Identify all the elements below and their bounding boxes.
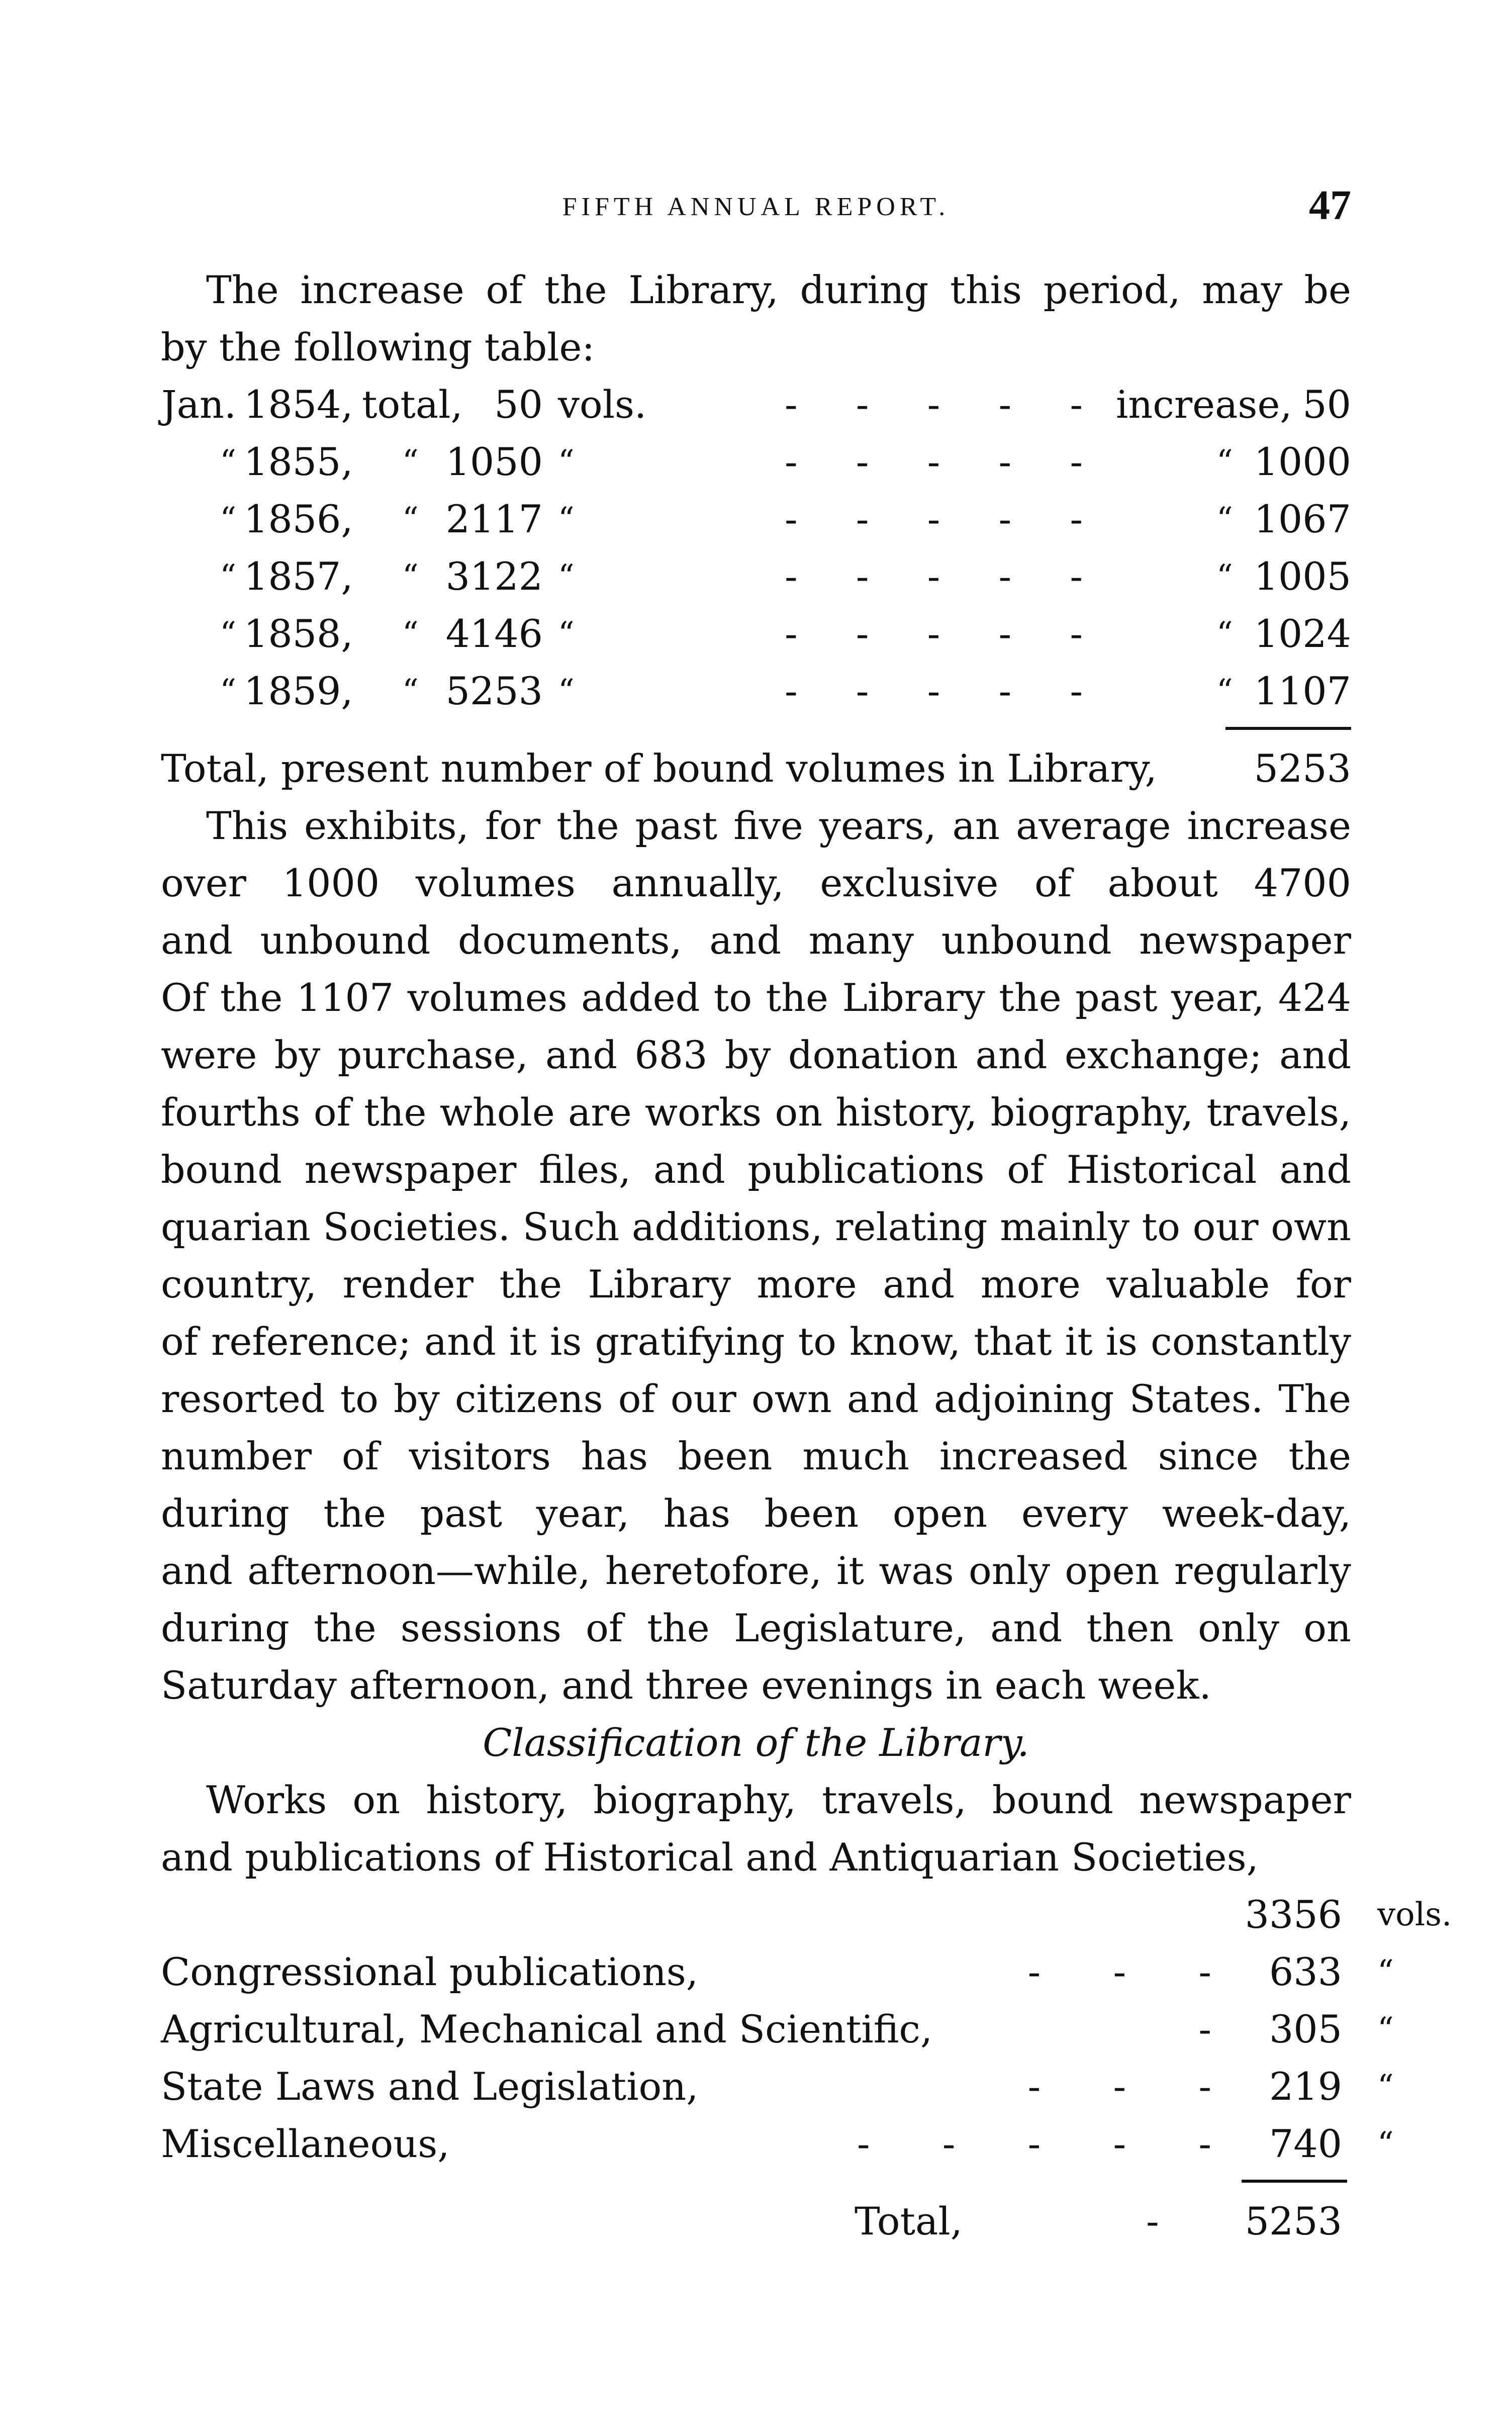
sum-rule-wrap xyxy=(161,2173,1351,2193)
leader-dashes: - - - - - xyxy=(784,497,1106,541)
leader-dashes: - - - - - xyxy=(784,554,1106,599)
classification-total-row xyxy=(161,2193,1351,2250)
increase-cell: 50 xyxy=(1302,382,1351,427)
month-cell: “ xyxy=(220,558,236,595)
ditto-mark: “ xyxy=(558,558,575,595)
ditto-mark: “ xyxy=(558,443,575,481)
paragraph-line: were by purchase, and 683 by donation and exchange; and xyxy=(161,1033,1351,1077)
page-number: 47 xyxy=(1309,182,1351,229)
running-title: FIFTH ANNUAL REPORT. xyxy=(562,193,950,221)
month-cell: Jan. xyxy=(161,382,236,427)
total-label: total, xyxy=(362,382,463,427)
increase-cell: 1067 xyxy=(1254,497,1351,541)
paragraph-line: bound newspaper files, and publications of Historical and xyxy=(161,1147,1351,1192)
intro-line: The increase of the Library, during this period, may be xyxy=(206,267,1351,312)
classification-total-label: Total, xyxy=(855,2199,963,2244)
classification-unit: “ xyxy=(1377,1953,1394,1991)
sum-rule xyxy=(1242,2180,1347,2183)
table-row xyxy=(161,605,1351,663)
table-row xyxy=(161,663,1351,720)
paragraph-line: resorted to by citizens of our own and adjoining States. The xyxy=(161,1376,1351,1421)
leader-dashes: - xyxy=(1198,2007,1242,2051)
classification-unit: “ xyxy=(1377,2125,1394,2163)
ditto-mark: “ xyxy=(1216,558,1233,595)
paragraph-line: number of visitors has been much increased since the xyxy=(161,1434,1351,1478)
ditto-mark: “ xyxy=(402,501,419,538)
table-row xyxy=(161,433,1351,491)
paragraph-line: This exhibits, for the past five years, an average increase xyxy=(206,803,1351,848)
table-row xyxy=(161,548,1351,605)
year-cell: 1859, xyxy=(244,669,353,713)
increase-cell: 1024 xyxy=(1254,611,1351,656)
ditto-mark: “ xyxy=(402,673,419,710)
paragraph-line: and afternoon—while, heretofore, it was only open regularly xyxy=(161,1548,1351,1593)
ditto-mark: “ xyxy=(1216,673,1233,710)
leader-dashes: - - - - - xyxy=(784,382,1106,427)
leader-dashes: - - - xyxy=(1027,1949,1242,1994)
classification-row xyxy=(161,2115,1394,2173)
leader-dashes: - - - - - xyxy=(857,2121,1242,2166)
ditto-mark: “ xyxy=(1216,501,1233,538)
year-cell: 1856, xyxy=(244,497,353,541)
volumes-cell: 4146 xyxy=(445,611,543,656)
summary-label: Total, present number of bound volumes in Library, xyxy=(161,746,1157,791)
ditto-mark: “ xyxy=(1216,443,1233,481)
classification-unit: vols. xyxy=(1377,1896,1452,1933)
volumes-cell: 5253 xyxy=(445,669,543,713)
paragraph-line: over 1000 volumes annually, exclusive of about 4700 xyxy=(161,861,1351,905)
paragraph-line: and unbound documents, and many unbound newspaper xyxy=(161,918,1351,963)
sum-rule xyxy=(1225,727,1351,730)
classification-heading: Classification of the Library. xyxy=(483,1720,1029,1765)
month-cell: “ xyxy=(220,443,236,481)
running-head xyxy=(161,181,1351,231)
ditto-mark: “ xyxy=(558,673,575,710)
classification-label: State Laws and Legislation, xyxy=(161,2064,699,2109)
classification-row xyxy=(161,2058,1394,2115)
paragraph-line: of reference; and it is gratifying to know, that it is constantly xyxy=(161,1319,1351,1364)
paragraph-line: during the past year, has been open every week-day, xyxy=(161,1491,1351,1536)
ditto-mark: “ xyxy=(402,558,419,595)
ditto-mark: “ xyxy=(558,501,575,538)
increase-cell: 1005 xyxy=(1254,554,1351,599)
paragraph xyxy=(161,797,1351,1714)
month-cell: “ xyxy=(220,501,236,538)
volumes-cell: 2117 xyxy=(445,497,543,541)
volumes-cell: 1050 xyxy=(445,439,543,484)
leader-dashes: - - - - - xyxy=(784,439,1106,484)
ditto-mark: “ xyxy=(402,615,419,652)
year-cell: 1855, xyxy=(244,439,353,484)
sum-rule-wrap xyxy=(161,720,1351,740)
paragraph-line: fourths of the whole are works on history, biography, travels, xyxy=(161,1090,1351,1135)
classification-label: Congressional publications, xyxy=(161,1949,699,1994)
summary-value: 5253 xyxy=(1254,746,1351,791)
paragraph-line: quarian Societies. Such additions, relating mainly to our own xyxy=(161,1204,1351,1249)
leader-dashes: - - - xyxy=(1027,2064,1242,2109)
year-cell: 1858, xyxy=(244,611,353,656)
month-cell: “ xyxy=(220,615,236,652)
year-cell: 1857, xyxy=(244,554,353,599)
leader-dashes: - xyxy=(1146,2199,1159,2244)
ditto-mark: “ xyxy=(402,443,419,481)
classification-value: 3356 xyxy=(1245,1892,1342,1937)
classification-table xyxy=(161,1771,1452,2250)
classification-line: Works on history, biography, travels, bound newspaper xyxy=(206,1778,1351,1822)
classification-row xyxy=(161,1886,1452,1943)
classification-value: 740 xyxy=(1269,2121,1342,2166)
summary-row xyxy=(161,740,1351,797)
ditto-mark: “ xyxy=(558,615,575,652)
classification-line: and publications of Historical and Antiquarian Societies, xyxy=(161,1835,1259,1880)
paragraph-line: during the sessions of the Legislature, and then only on xyxy=(161,1606,1351,1650)
leader-dashes: - - - - - xyxy=(784,611,1106,656)
increase-cell: 1000 xyxy=(1254,439,1351,484)
classification-label: Miscellaneous, xyxy=(161,2121,450,2166)
paragraph-line: Of the 1107 volumes added to the Library the past year, 424 xyxy=(161,975,1351,1020)
classification-value: 633 xyxy=(1269,1949,1342,1994)
increase-cell: 1107 xyxy=(1254,669,1351,713)
table-row xyxy=(161,376,1351,433)
classification-label: Agricultural, Mechanical and Scientific, xyxy=(161,2007,933,2051)
year-cell: 1854, xyxy=(244,382,353,427)
intro-line: by the following table: xyxy=(161,325,595,369)
unit-label: vols. xyxy=(558,382,647,427)
classification-value: 219 xyxy=(1269,2064,1342,2109)
classification-total-value: 5253 xyxy=(1245,2199,1342,2244)
classification-row xyxy=(161,1943,1394,2001)
page-body xyxy=(161,261,1452,2250)
volumes-cell: 3122 xyxy=(445,554,543,599)
table-row xyxy=(161,491,1351,548)
classification-unit: “ xyxy=(1377,2068,1394,2105)
volumes-cell: 50 xyxy=(494,382,543,427)
paragraph-line: country, render the Library more and more valuable for xyxy=(161,1262,1351,1306)
classification-value: 305 xyxy=(1269,2007,1342,2051)
classification-unit: “ xyxy=(1377,2011,1394,2048)
classification-row xyxy=(161,2001,1394,2058)
growth-table xyxy=(161,376,1351,797)
ditto-mark: “ xyxy=(1216,615,1233,652)
leader-dashes: - - - - - xyxy=(784,669,1106,713)
paragraph-line: Saturday afternoon, and three evenings in each week. xyxy=(161,1663,1211,1708)
increase-label: increase, xyxy=(1116,382,1292,427)
month-cell: “ xyxy=(220,673,236,710)
